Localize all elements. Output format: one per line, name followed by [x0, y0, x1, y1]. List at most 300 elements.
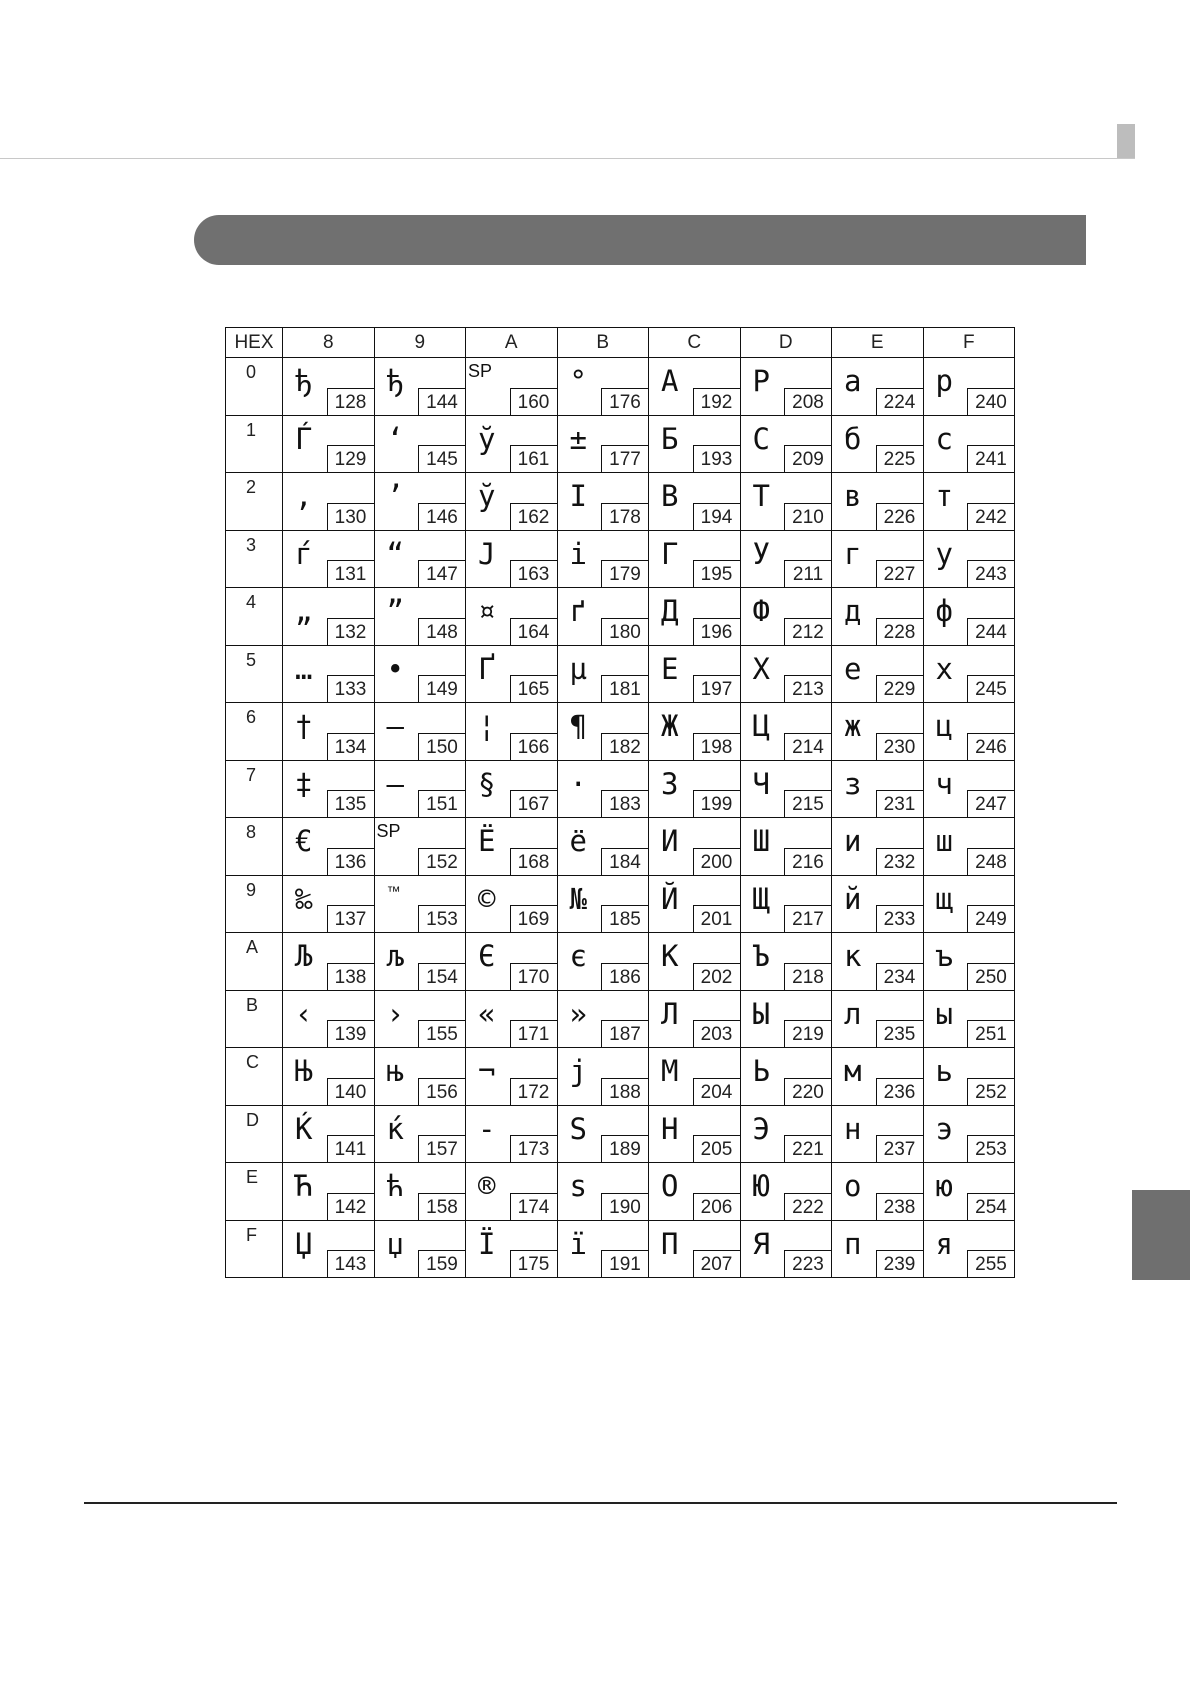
decimal-code: 253 — [967, 1135, 1014, 1162]
decimal-code: 158 — [418, 1193, 465, 1220]
column-header: E — [832, 328, 924, 358]
char-cell — [923, 933, 1015, 991]
char-cell — [923, 1163, 1015, 1221]
char-glyph: Х — [752, 651, 770, 686]
decimal-code: 130 — [327, 503, 374, 530]
table-row — [226, 588, 1015, 646]
char-cell — [740, 1220, 832, 1278]
char-cell — [740, 473, 832, 531]
char-glyph: „ — [295, 594, 313, 628]
char-cell — [283, 933, 375, 991]
decimal-code: 166 — [510, 733, 557, 760]
char-cell — [832, 990, 924, 1048]
char-cell — [740, 933, 832, 991]
decimal-code: 136 — [327, 848, 374, 875]
char-cell — [466, 473, 558, 531]
table-row — [226, 1048, 1015, 1106]
char-glyph: ‹ — [295, 996, 313, 1031]
char-cell — [374, 703, 466, 761]
decimal-code: 221 — [784, 1135, 831, 1162]
char-glyph: з — [844, 766, 862, 801]
char-glyph: ¤ — [478, 594, 496, 628]
decimal-code: 149 — [418, 675, 465, 702]
char-glyph: † — [295, 709, 313, 743]
char-cell — [466, 1220, 558, 1278]
char-cell — [466, 875, 558, 933]
char-cell — [832, 1048, 924, 1106]
decimal-code: 226 — [876, 503, 923, 530]
decimal-code: 160 — [510, 388, 557, 415]
char-glyph: Е — [661, 651, 679, 686]
char-glyph: і — [569, 536, 587, 571]
char-glyph: а — [844, 364, 862, 398]
char-glyph: » — [569, 996, 587, 1031]
char-cell — [374, 473, 466, 531]
char-glyph: “ — [386, 536, 404, 571]
char-glyph: л — [844, 996, 862, 1031]
decimal-code: 163 — [510, 560, 557, 587]
decimal-code: 205 — [693, 1135, 740, 1162]
char-glyph: ў — [478, 479, 496, 513]
char-cell — [923, 645, 1015, 703]
row-hex-label-cell — [226, 473, 283, 531]
char-cell — [374, 588, 466, 646]
char-cell — [740, 530, 832, 588]
row-hex-label: D — [246, 1109, 259, 1130]
table-row — [226, 1163, 1015, 1221]
row-hex-label-cell — [226, 1220, 283, 1278]
column-header: 8 — [283, 328, 375, 358]
char-cell — [649, 760, 741, 818]
char-cell — [283, 703, 375, 761]
decimal-code: 153 — [418, 905, 465, 932]
char-glyph: ђ — [295, 364, 313, 398]
char-glyph: № — [569, 881, 587, 916]
char-cell — [557, 530, 649, 588]
table-row — [226, 530, 1015, 588]
decimal-code: 146 — [418, 503, 465, 530]
decimal-code: 227 — [876, 560, 923, 587]
char-cell — [649, 818, 741, 876]
char-cell — [649, 933, 741, 991]
char-glyph: ‘ — [386, 421, 404, 456]
char-cell — [374, 990, 466, 1048]
decimal-code: 176 — [601, 388, 648, 415]
char-glyph: ќ — [386, 1111, 404, 1146]
char-glyph: Ю — [752, 1169, 770, 1203]
char-cell — [283, 645, 375, 703]
decimal-code: 185 — [601, 905, 648, 932]
row-hex-label-cell — [226, 588, 283, 646]
char-cell — [283, 358, 375, 416]
decimal-code: 147 — [418, 560, 465, 587]
char-glyph: щ — [935, 881, 953, 916]
char-cell — [649, 1163, 741, 1221]
char-glyph: ш — [935, 824, 953, 858]
char-cell — [740, 818, 832, 876]
char-cell — [466, 703, 558, 761]
decimal-code: 129 — [327, 445, 374, 472]
char-cell — [832, 1220, 924, 1278]
decimal-code: 219 — [784, 1020, 831, 1047]
decimal-code: 139 — [327, 1020, 374, 1047]
decimal-code: 190 — [601, 1193, 648, 1220]
char-glyph: П — [661, 1226, 679, 1261]
char-glyph: ђ — [386, 364, 404, 398]
decimal-code: 145 — [418, 445, 465, 472]
char-cell — [923, 1105, 1015, 1163]
row-hex-label: 7 — [246, 764, 257, 785]
decimal-code: 165 — [510, 675, 557, 702]
char-cell — [557, 1220, 649, 1278]
decimal-code: 220 — [784, 1078, 831, 1105]
decimal-code: 167 — [510, 790, 557, 817]
row-hex-label-cell — [226, 358, 283, 416]
decimal-code: 155 — [418, 1020, 465, 1047]
row-hex-label: 3 — [246, 534, 257, 555]
char-cell — [649, 875, 741, 933]
char-cell — [832, 415, 924, 473]
table-row — [226, 645, 1015, 703]
decimal-code: 213 — [784, 675, 831, 702]
column-header-row — [226, 328, 1015, 358]
char-glyph: ы — [935, 996, 953, 1031]
char-glyph: О — [661, 1169, 679, 1203]
table-row — [226, 415, 1015, 473]
char-glyph: € — [295, 824, 313, 858]
char-glyph: Ж — [661, 709, 679, 743]
row-hex-label-cell — [226, 818, 283, 876]
char-glyph: е — [844, 651, 862, 686]
char-glyph: Б — [661, 421, 679, 456]
char-glyph: љ — [386, 939, 404, 973]
column-header: A — [466, 328, 558, 358]
char-cell — [649, 1220, 741, 1278]
row-hex-label-cell — [226, 1163, 283, 1221]
decimal-code: 208 — [784, 388, 831, 415]
char-glyph: д — [844, 594, 862, 628]
decimal-code: 230 — [876, 733, 923, 760]
char-cell — [466, 358, 558, 416]
char-cell — [557, 1048, 649, 1106]
table-row — [226, 818, 1015, 876]
char-glyph: Н — [661, 1111, 679, 1146]
char-glyph: А — [661, 364, 679, 398]
char-cell — [923, 818, 1015, 876]
char-cell — [466, 1105, 558, 1163]
char-glyph: Л — [661, 996, 679, 1031]
char-glyph: ™ — [386, 882, 401, 899]
table-row — [226, 473, 1015, 531]
char-cell — [466, 645, 558, 703]
row-hex-label: 0 — [246, 362, 257, 382]
decimal-code: 238 — [876, 1193, 923, 1220]
char-glyph: Њ — [295, 1054, 313, 1088]
char-cell — [283, 1163, 375, 1221]
table-row — [226, 1220, 1015, 1278]
decimal-code: 168 — [510, 848, 557, 875]
char-cell — [283, 1105, 375, 1163]
char-glyph: Т — [752, 479, 770, 513]
decimal-code: 181 — [601, 675, 648, 702]
char-glyph: ч — [935, 766, 953, 801]
char-glyph: г — [844, 536, 862, 571]
char-cell — [557, 760, 649, 818]
column-header: B — [557, 328, 649, 358]
char-cell — [923, 1220, 1015, 1278]
char-glyph: ® — [478, 1169, 496, 1203]
char-cell — [832, 473, 924, 531]
decimal-code: 214 — [784, 733, 831, 760]
char-glyph: • — [386, 651, 404, 686]
char-glyph: ‰ — [295, 881, 313, 916]
char-glyph: С — [752, 421, 770, 456]
decimal-code: 169 — [510, 905, 557, 932]
char-cell — [374, 358, 466, 416]
decimal-code: 182 — [601, 733, 648, 760]
decimal-code: 184 — [601, 848, 648, 875]
decimal-code: 228 — [876, 618, 923, 645]
char-glyph: х — [935, 651, 953, 686]
char-glyph: у — [935, 536, 953, 571]
char-cell — [649, 1048, 741, 1106]
row-hex-label-cell — [226, 415, 283, 473]
decimal-code: 148 — [418, 618, 465, 645]
decimal-code: 180 — [601, 618, 648, 645]
decimal-code: 235 — [876, 1020, 923, 1047]
char-cell — [923, 415, 1015, 473]
decimal-code: 175 — [510, 1250, 557, 1277]
table-row — [226, 760, 1015, 818]
row-hex-label-cell — [226, 933, 283, 991]
char-glyph: ј — [569, 1054, 587, 1088]
char-cell — [557, 1163, 649, 1221]
char-glyph: ъ — [935, 939, 953, 973]
char-glyph: н — [844, 1111, 862, 1146]
char-glyph: и — [844, 824, 862, 858]
char-cell — [557, 703, 649, 761]
char-cell — [374, 530, 466, 588]
column-header: D — [740, 328, 832, 358]
decimal-code: 218 — [784, 963, 831, 990]
decimal-code: 193 — [693, 445, 740, 472]
decimal-code: 143 — [327, 1250, 374, 1277]
decimal-code: 198 — [693, 733, 740, 760]
decimal-code: 232 — [876, 848, 923, 875]
decimal-code: 240 — [967, 388, 1014, 415]
char-cell — [740, 1048, 832, 1106]
char-glyph: я — [935, 1226, 953, 1261]
decimal-code: 204 — [693, 1078, 740, 1105]
table-row — [226, 703, 1015, 761]
char-glyph: І — [569, 479, 587, 513]
decimal-code: 207 — [693, 1250, 740, 1277]
decimal-code: 225 — [876, 445, 923, 472]
char-cell — [740, 703, 832, 761]
char-glyph: ѕ — [569, 1169, 587, 1203]
char-cell — [832, 760, 924, 818]
column-header: F — [923, 328, 1015, 358]
char-cell — [649, 415, 741, 473]
char-glyph: Ф — [752, 594, 770, 628]
char-cell — [740, 1105, 832, 1163]
decimal-code: 251 — [967, 1020, 1014, 1047]
char-cell — [466, 990, 558, 1048]
decimal-code: 138 — [327, 963, 374, 990]
decimal-code: 156 — [418, 1078, 465, 1105]
row-hex-label: 2 — [246, 477, 257, 497]
table-row — [226, 875, 1015, 933]
decimal-code: 199 — [693, 790, 740, 817]
row-hex-label: B — [246, 994, 259, 1015]
chapter-index-tab — [1132, 1190, 1190, 1280]
char-glyph: ў — [478, 421, 496, 456]
char-glyph: Ѕ — [569, 1111, 587, 1146]
char-glyph: ѓ — [295, 536, 313, 571]
char-glyph: SP — [468, 361, 493, 381]
decimal-code: 229 — [876, 675, 923, 702]
char-glyph: М — [661, 1054, 679, 1088]
char-glyph: к — [844, 939, 862, 973]
decimal-code: 154 — [418, 963, 465, 990]
decimal-code: 135 — [327, 790, 374, 817]
row-hex-label: 5 — [246, 649, 257, 670]
char-glyph: К — [661, 939, 679, 973]
char-glyph: р — [935, 364, 953, 398]
char-glyph: ї — [569, 1226, 587, 1261]
char-cell — [557, 645, 649, 703]
char-glyph: џ — [386, 1226, 404, 1261]
char-glyph: ё — [569, 824, 587, 858]
char-cell — [283, 588, 375, 646]
decimal-code: 236 — [876, 1078, 923, 1105]
char-glyph: с — [935, 421, 953, 456]
decimal-code: 186 — [601, 963, 648, 990]
char-glyph: Ы — [752, 996, 770, 1031]
char-cell — [283, 473, 375, 531]
decimal-code: 194 — [693, 503, 740, 530]
char-cell — [923, 588, 1015, 646]
char-glyph: п — [844, 1226, 862, 1261]
decimal-code: 247 — [967, 790, 1014, 817]
char-glyph: ф — [935, 594, 953, 628]
char-glyph: ћ — [386, 1169, 404, 1203]
decimal-code: 211 — [784, 560, 831, 587]
decimal-code: 173 — [510, 1135, 557, 1162]
decimal-code: 244 — [967, 618, 1014, 645]
char-glyph: ц — [935, 709, 953, 743]
decimal-code: 210 — [784, 503, 831, 530]
decimal-code: 241 — [967, 445, 1014, 472]
decimal-code: 243 — [967, 560, 1014, 587]
char-cell — [923, 703, 1015, 761]
char-cell — [740, 415, 832, 473]
char-glyph: Ј — [478, 536, 496, 571]
char-glyph: Ч — [752, 766, 770, 801]
char-cell — [740, 358, 832, 416]
decimal-code: 234 — [876, 963, 923, 990]
char-cell — [557, 933, 649, 991]
char-cell — [740, 875, 832, 933]
char-glyph: ‚ — [295, 479, 313, 513]
char-cell — [832, 703, 924, 761]
char-glyph: Љ — [295, 939, 313, 973]
char-glyph: ± — [569, 421, 587, 456]
char-cell — [374, 415, 466, 473]
decimal-code: 231 — [876, 790, 923, 817]
column-header: C — [649, 328, 741, 358]
char-cell — [923, 990, 1015, 1048]
char-cell — [374, 875, 466, 933]
char-glyph: В — [661, 479, 679, 513]
char-glyph: µ — [569, 651, 587, 686]
column-header: 9 — [374, 328, 466, 358]
decimal-code: 151 — [418, 790, 465, 817]
table-row — [226, 1105, 1015, 1163]
char-glyph: ’ — [386, 479, 404, 513]
char-glyph: ю — [935, 1169, 953, 1203]
char-cell — [466, 760, 558, 818]
char-cell — [283, 760, 375, 818]
decimal-code: 195 — [693, 560, 740, 587]
char-cell — [832, 1163, 924, 1221]
char-cell — [466, 1163, 558, 1221]
decimal-code: 161 — [510, 445, 557, 472]
char-glyph: ‡ — [295, 766, 313, 801]
hex-corner-label: HEX — [226, 328, 283, 358]
char-cell — [740, 990, 832, 1048]
decimal-code: 223 — [784, 1250, 831, 1277]
table-row — [226, 358, 1015, 416]
char-glyph: SP — [376, 821, 401, 841]
row-hex-label: 1 — [246, 419, 257, 440]
decimal-code: 201 — [693, 905, 740, 932]
char-glyph: И — [661, 824, 679, 858]
char-glyph: ¶ — [569, 709, 587, 743]
char-glyph: « — [478, 996, 496, 1031]
decimal-code: 142 — [327, 1193, 374, 1220]
char-glyph: Ї — [478, 1226, 496, 1261]
char-glyph: У — [752, 536, 770, 571]
char-glyph: њ — [386, 1054, 404, 1088]
char-cell — [923, 1048, 1015, 1106]
char-glyph: – — [386, 709, 404, 743]
char-cell — [649, 990, 741, 1048]
char-cell — [283, 415, 375, 473]
decimal-code: 157 — [418, 1135, 465, 1162]
row-hex-label-cell — [226, 1105, 283, 1163]
char-cell — [740, 588, 832, 646]
char-cell — [923, 760, 1015, 818]
char-glyph: Ь — [752, 1054, 770, 1088]
char-glyph: · — [569, 766, 587, 801]
char-cell — [557, 358, 649, 416]
row-hex-label-cell — [226, 760, 283, 818]
char-glyph: ґ — [569, 594, 587, 628]
char-cell — [557, 990, 649, 1048]
row-hex-label: 8 — [246, 822, 257, 842]
decimal-code: 206 — [693, 1193, 740, 1220]
char-cell — [466, 415, 558, 473]
row-hex-label: F — [246, 1224, 257, 1245]
decimal-code: 200 — [693, 848, 740, 875]
decimal-code: 249 — [967, 905, 1014, 932]
row-hex-label: C — [246, 1052, 259, 1072]
decimal-code: 255 — [967, 1250, 1014, 1277]
decimal-code: 224 — [876, 388, 923, 415]
table-body — [226, 358, 1015, 1278]
char-cell — [649, 1105, 741, 1163]
